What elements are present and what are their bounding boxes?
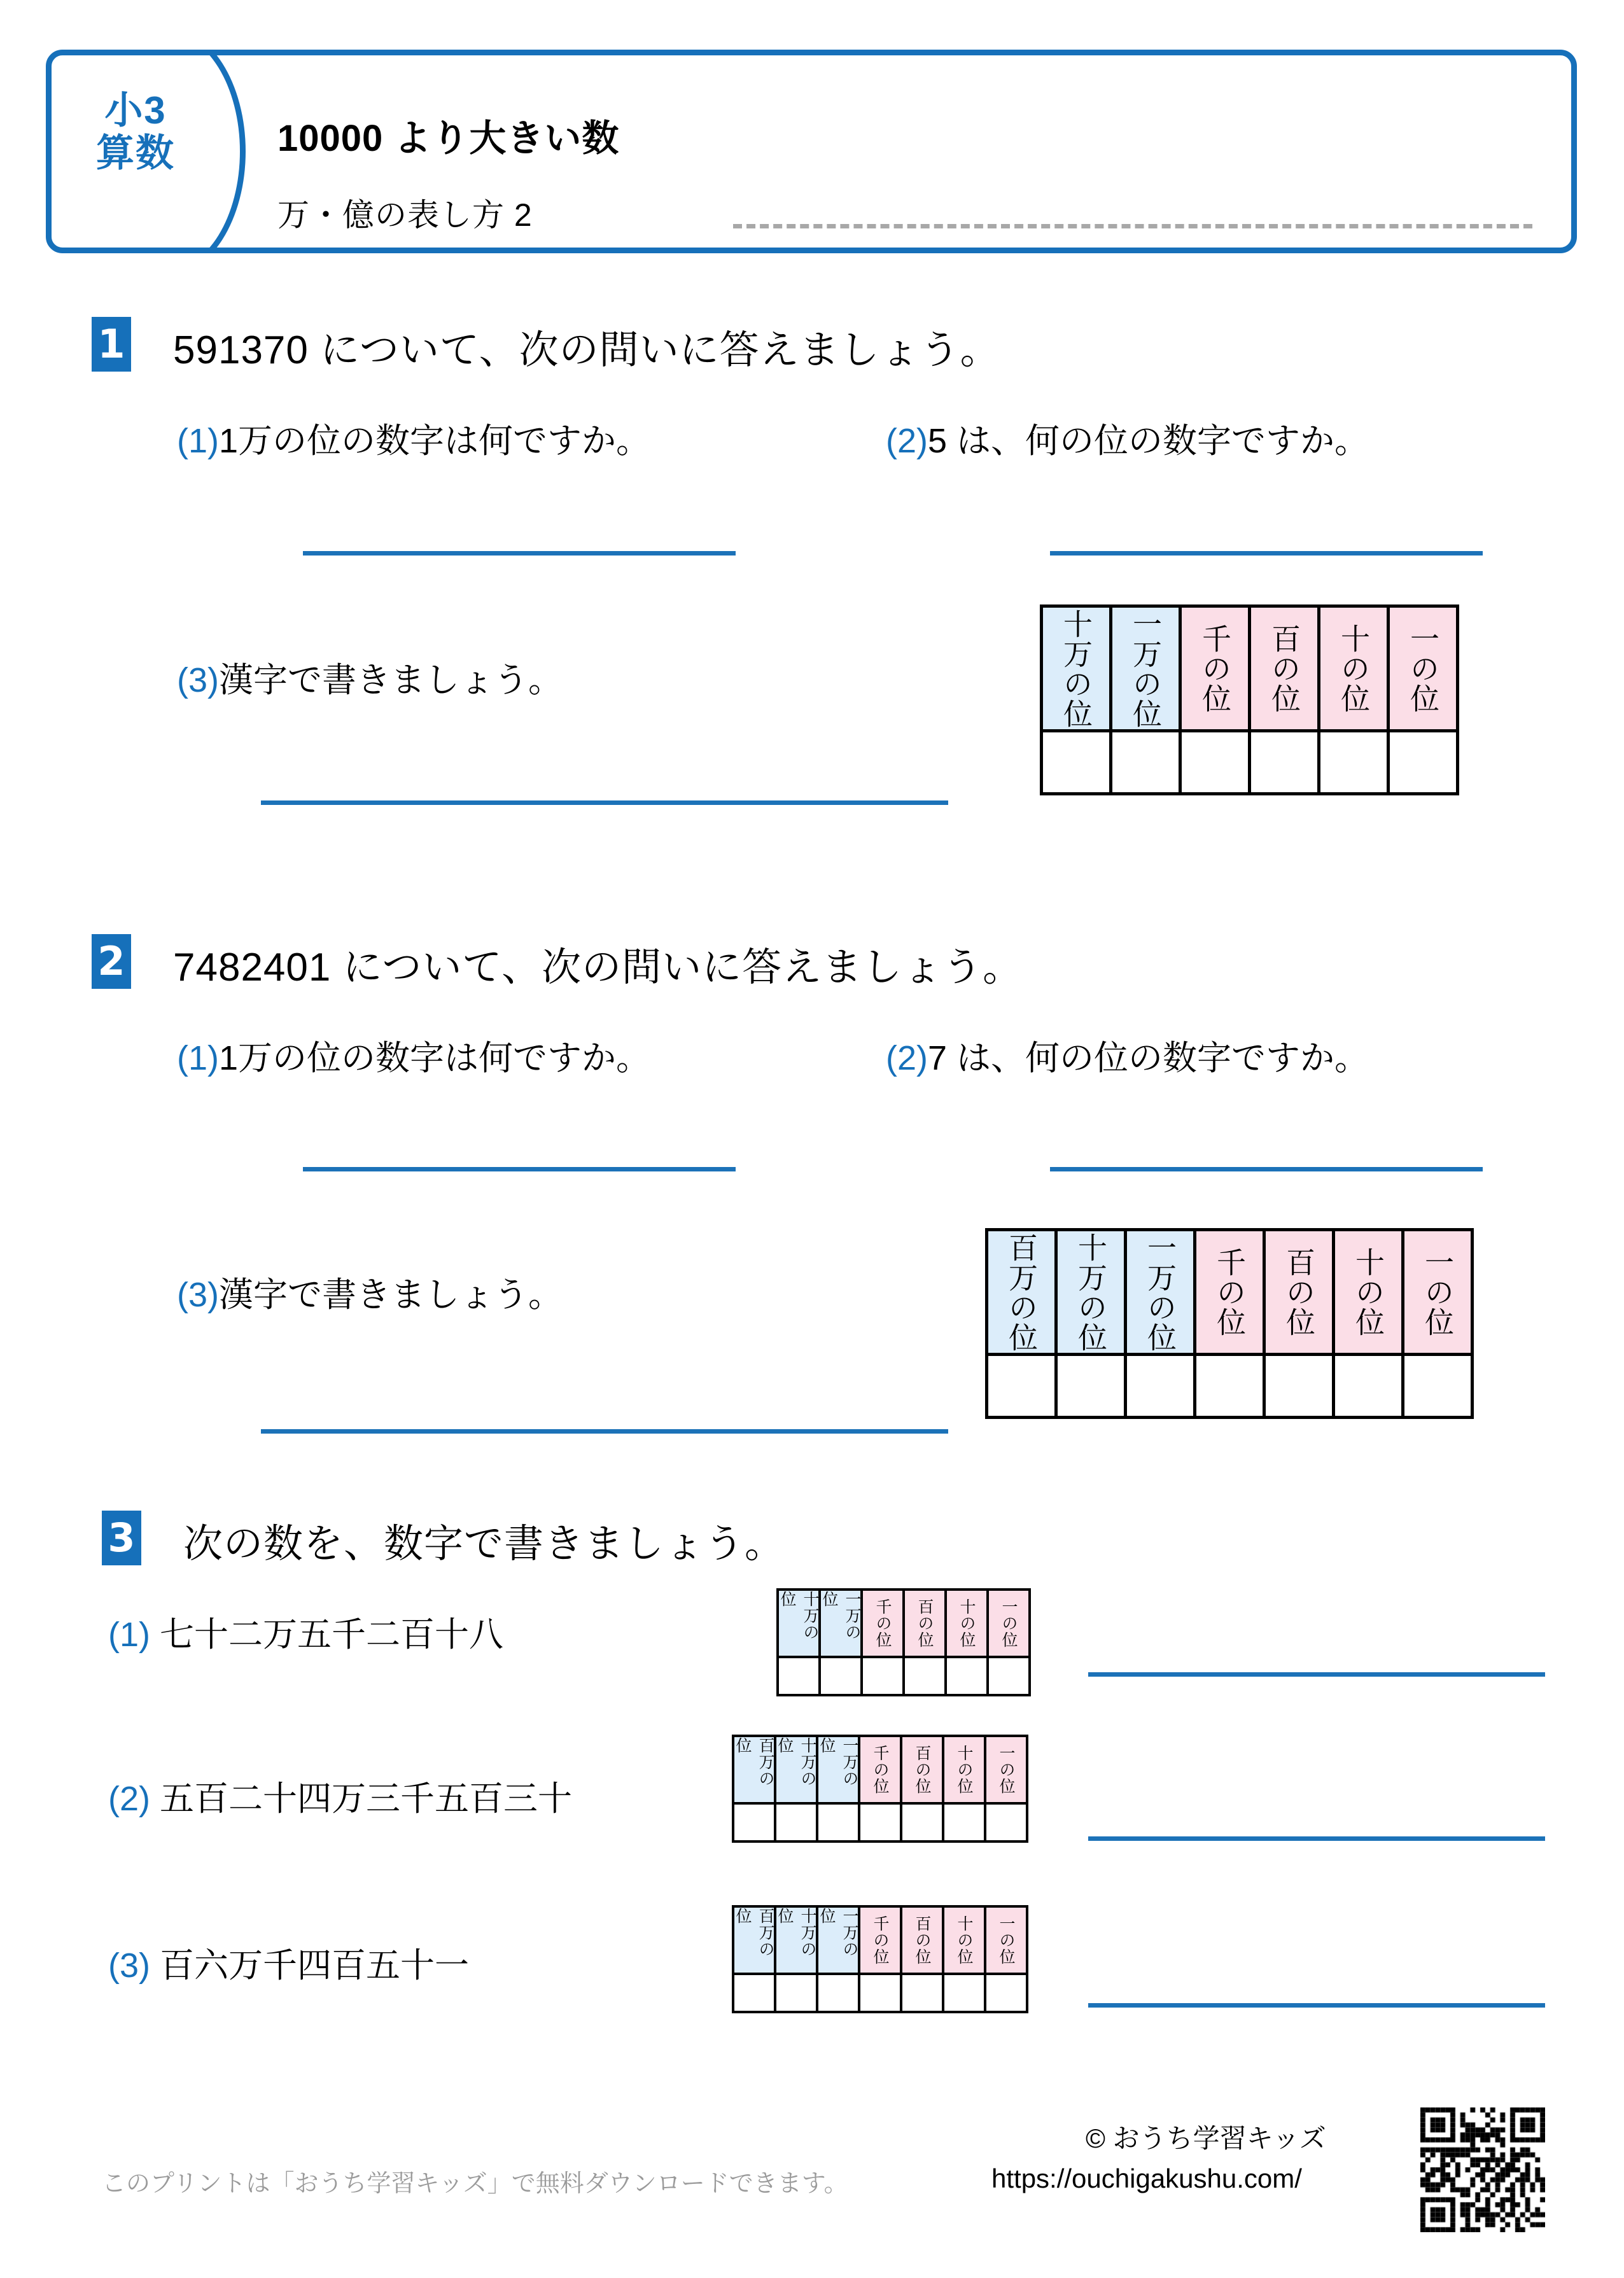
place-value-answer-cell[interactable] (944, 1805, 984, 1840)
place-value-column (989, 1591, 1028, 1694)
question-2-sub-1-text: 1万の位の数字は何ですか。 (219, 1039, 651, 1077)
place-value-header: 十万の位 (1043, 608, 1109, 732)
place-value-column (776, 1908, 818, 2011)
place-value-answer-cell[interactable] (902, 1805, 942, 1840)
place-value-header: 一万の位 (1127, 1231, 1193, 1356)
question-3-item-2 (108, 1771, 572, 1820)
qr-code-icon[interactable] (1420, 2107, 1545, 2232)
place-value-table-q3-2 (732, 1735, 1028, 1843)
question-2-sub-2-text: 7 は、何の位の数字ですか。 (928, 1039, 1369, 1077)
place-value-column (779, 1591, 821, 1694)
answer-line-2-3[interactable] (261, 1429, 948, 1434)
question-1-sub-2 (886, 414, 1369, 463)
question-number-2: 2 (92, 934, 131, 989)
place-value-answer-cell[interactable] (818, 1805, 858, 1840)
place-value-column (863, 1591, 905, 1694)
question-1-sub-2-text: 5 は、何の位の数字ですか。 (928, 422, 1369, 460)
footer-note: このプリントは「おうち学習キッズ」で無料ダウンロードできます。 (102, 2170, 848, 2197)
place-value-column (776, 1737, 818, 1840)
place-value-column (1251, 608, 1320, 792)
place-value-column (1196, 1231, 1266, 1416)
question-2-prompt: 7482401 について、次の問いに答えましょう。 (173, 946, 1023, 989)
place-value-header: 十の位 (1335, 1231, 1401, 1356)
place-value-header: 一の位 (1404, 1231, 1471, 1356)
question-1-sub-1-text: 1万の位の数字は何ですか。 (219, 422, 651, 460)
question-2-sub-2-label: (2) (886, 1039, 928, 1077)
place-value-answer-cell[interactable] (902, 1975, 942, 2011)
place-value-column (988, 1231, 1058, 1416)
place-value-header: 一万の位 (818, 1908, 858, 1975)
place-value-answer-cell[interactable] (1266, 1356, 1332, 1416)
question-1-sub-2-label: (2) (886, 422, 928, 460)
place-value-table-q2 (985, 1228, 1474, 1419)
page-title: 10000 より大きい数 (277, 118, 620, 159)
place-value-answer-cell[interactable] (1335, 1356, 1401, 1416)
place-value-answer-cell[interactable] (821, 1658, 860, 1694)
place-value-answer-cell[interactable] (818, 1975, 858, 2011)
place-value-header: 十の位 (944, 1908, 984, 1975)
question-3-item-3-text: 百六万千四百五十一 (160, 1946, 470, 1985)
place-value-answer-cell[interactable] (863, 1658, 902, 1694)
question-2-sub-2 (886, 1031, 1369, 1080)
place-value-column (1266, 1231, 1335, 1416)
question-3-item-2-text: 五百二十四万三千五百三十 (160, 1780, 573, 1818)
place-value-header: 百の位 (1266, 1231, 1332, 1356)
place-value-header: 十の位 (947, 1591, 986, 1658)
place-value-answer-cell[interactable] (1182, 732, 1248, 792)
place-value-answer-cell[interactable] (1196, 1356, 1263, 1416)
place-value-header: 千の位 (1182, 608, 1248, 732)
question-3-item-2-label: (2) (108, 1780, 150, 1818)
place-value-column (902, 1908, 944, 2011)
place-value-header: 一の位 (1390, 608, 1456, 732)
place-value-answer-cell[interactable] (988, 1356, 1054, 1416)
grade-label: 小3 (104, 89, 167, 132)
place-value-header: 一万の位 (1112, 608, 1179, 732)
grade-subject-badge (75, 89, 196, 174)
place-value-column (1335, 1231, 1404, 1416)
answer-line-3-3[interactable] (1088, 2003, 1545, 2008)
place-value-column (860, 1908, 902, 2011)
place-value-table-q3-3 (732, 1905, 1028, 2013)
footer-copyright: © おうち学習キッズ (1086, 2123, 1326, 2153)
place-value-column (1112, 608, 1182, 792)
place-value-column (818, 1737, 860, 1840)
question-3-item-1-label: (1) (108, 1616, 150, 1654)
place-value-column (818, 1908, 860, 2011)
place-value-answer-cell[interactable] (947, 1658, 986, 1694)
place-value-header: 十の位 (1320, 608, 1387, 732)
place-value-answer-cell[interactable] (986, 1975, 1026, 2011)
place-value-header: 千の位 (860, 1908, 900, 1975)
place-value-header: 百の位 (902, 1737, 942, 1805)
place-value-header: 百の位 (902, 1908, 942, 1975)
question-2-sub-1 (177, 1031, 650, 1080)
place-value-answer-cell[interactable] (1404, 1356, 1471, 1416)
question-3-item-3-label: (3) (108, 1946, 150, 1985)
place-value-answer-cell[interactable] (776, 1975, 816, 2011)
place-value-column (1043, 608, 1112, 792)
place-value-table-q3-1 (776, 1588, 1031, 1696)
place-value-answer-cell[interactable] (860, 1805, 900, 1840)
place-value-column (905, 1591, 947, 1694)
place-value-column (1058, 1231, 1127, 1416)
question-1-sub-3-text: 漢字で書きましょう。 (219, 661, 563, 699)
place-value-answer-cell[interactable] (905, 1658, 944, 1694)
answer-line-1-3[interactable] (261, 800, 948, 805)
place-value-column (947, 1591, 989, 1694)
place-value-header: 十の位 (944, 1737, 984, 1805)
place-value-answer-cell[interactable] (1127, 1356, 1193, 1416)
place-value-header: 一の位 (989, 1591, 1028, 1658)
answer-line-2-2[interactable] (1050, 1167, 1483, 1171)
place-value-header: 百の位 (1251, 608, 1317, 732)
footer-url[interactable]: https://ouchigakushu.com/ (991, 2163, 1302, 2193)
question-3-item-3 (108, 1938, 469, 1987)
place-value-answer-cell[interactable] (989, 1658, 1028, 1694)
question-2-sub-1-label: (1) (177, 1039, 219, 1077)
place-value-column (1182, 608, 1251, 792)
question-3-item-1 (108, 1607, 503, 1656)
answer-line-1-1[interactable] (303, 551, 736, 556)
place-value-column (986, 1908, 1026, 2011)
place-value-answer-cell[interactable] (1043, 732, 1109, 792)
page-subtitle: 万・億の表し方 2 (277, 197, 533, 233)
place-value-answer-cell[interactable] (1320, 732, 1387, 792)
place-value-answer-cell[interactable] (1112, 732, 1179, 792)
subject-label: 算数 (96, 132, 175, 175)
place-value-column (821, 1591, 863, 1694)
place-value-answer-cell[interactable] (860, 1975, 900, 2011)
place-value-column (986, 1737, 1026, 1840)
question-1-sub-3-label: (3) (177, 661, 219, 699)
place-value-header: 一の位 (986, 1737, 1026, 1805)
question-1-prompt: 591370 について、次の問いに答えましょう。 (173, 328, 1000, 372)
place-value-header: 百万の位 (988, 1231, 1054, 1356)
place-value-header: 百万の位 (734, 1737, 774, 1805)
place-value-header: 千の位 (860, 1737, 900, 1805)
question-2-sub-3 (177, 1268, 563, 1317)
place-value-header: 千の位 (1196, 1231, 1263, 1356)
place-value-answer-cell[interactable] (734, 1975, 774, 2011)
question-1-sub-3 (177, 653, 563, 702)
place-value-header: 一万の位 (818, 1737, 858, 1805)
place-value-table-q1 (1040, 604, 1459, 795)
place-value-header: 十万の位 (776, 1908, 816, 1975)
place-value-column (1404, 1231, 1471, 1416)
question-3-prompt: 次の数を、数字で書きましょう。 (183, 1522, 785, 1566)
place-value-column (944, 1908, 986, 2011)
name-write-line[interactable] (733, 224, 1532, 228)
place-value-answer-cell[interactable] (1251, 732, 1317, 792)
place-value-header: 一の位 (986, 1908, 1026, 1975)
place-value-header: 百の位 (905, 1591, 944, 1658)
answer-line-3-2[interactable] (1088, 1836, 1545, 1841)
answer-line-3-1[interactable] (1088, 1672, 1545, 1677)
place-value-answer-cell[interactable] (734, 1805, 774, 1840)
answer-line-1-2[interactable] (1050, 551, 1483, 556)
question-number-1: 1 (92, 317, 131, 372)
place-value-column (1320, 608, 1390, 792)
place-value-answer-cell[interactable] (944, 1975, 984, 2011)
place-value-header: 十万の位 (779, 1591, 818, 1658)
place-value-header: 十万の位 (776, 1737, 816, 1805)
place-value-header: 十万の位 (1058, 1231, 1124, 1356)
place-value-header: 一万の位 (821, 1591, 860, 1658)
place-value-answer-cell[interactable] (776, 1805, 816, 1840)
place-value-column (1390, 608, 1456, 792)
place-value-column (944, 1737, 986, 1840)
question-1-sub-1-label: (1) (177, 422, 219, 460)
answer-line-2-1[interactable] (303, 1167, 736, 1171)
question-2-sub-3-label: (3) (177, 1276, 219, 1314)
place-value-column (1127, 1231, 1196, 1416)
question-number-3: 3 (102, 1511, 141, 1565)
question-3-item-1-text: 七十二万五千二百十八 (160, 1616, 504, 1654)
place-value-column (860, 1737, 902, 1840)
place-value-answer-cell[interactable] (1390, 732, 1456, 792)
place-value-column (734, 1737, 776, 1840)
worksheet-header-box (46, 50, 1577, 253)
question-2-sub-3-text: 漢字で書きましょう。 (219, 1276, 563, 1314)
place-value-answer-cell[interactable] (986, 1805, 1026, 1840)
place-value-answer-cell[interactable] (1058, 1356, 1124, 1416)
place-value-column (902, 1737, 944, 1840)
place-value-header: 百万の位 (734, 1908, 774, 1975)
place-value-column (734, 1908, 776, 2011)
question-1-sub-1 (177, 414, 650, 463)
place-value-answer-cell[interactable] (779, 1658, 818, 1694)
place-value-header: 千の位 (863, 1591, 902, 1658)
